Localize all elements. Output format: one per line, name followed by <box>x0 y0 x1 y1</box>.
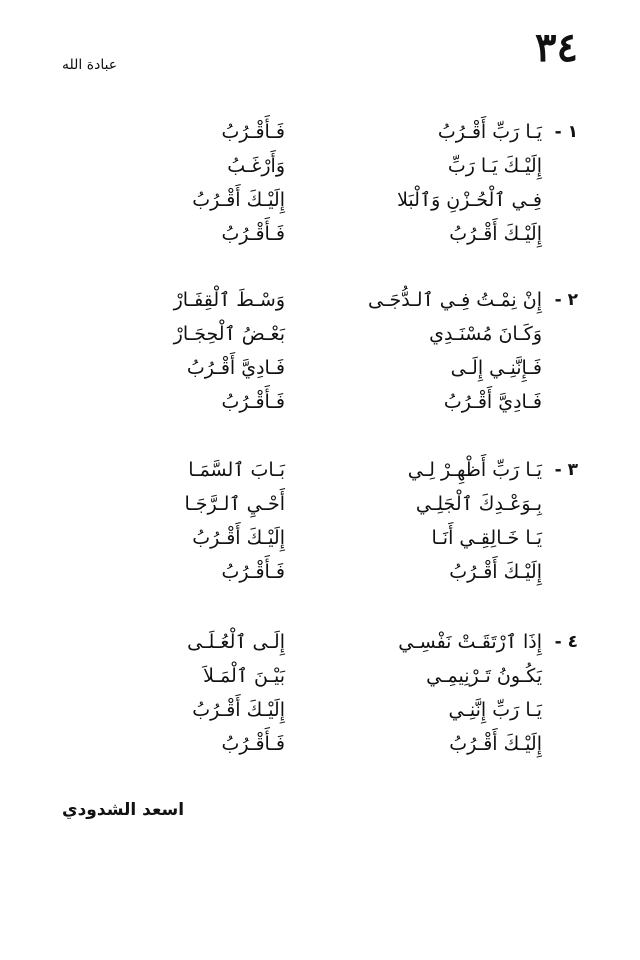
stanza-1 <box>0 116 640 246</box>
verse-line-right: إِلَيْـكَ يَـا رَبِّ <box>447 155 542 177</box>
verse-line-left: فَـأَقْـرُبُ <box>221 561 285 583</box>
verse-line-left: فَـأَقْـرُبُ <box>221 223 285 245</box>
verse-line-right: يَـا خَـالِقِـي أَنَـا <box>431 527 542 549</box>
verse-line-right: إِلَيْـكَ أَقْـرُبُ <box>449 223 542 245</box>
verse-line-right: يَـا رَبِّ أَقْـرُبُ <box>437 121 542 143</box>
verse-line-right: وَكَـانَ مُسْنَـدِي <box>429 323 542 345</box>
verse-line-left: وَسْـطَ ٱلْقِفَـارْ <box>173 289 285 311</box>
stanza-number: ٣ - <box>554 460 578 480</box>
verse-line-left: فَـأَقْـرُبُ <box>221 391 285 413</box>
verse-line-right: إِلَيْـكَ أَقْـرُبُ <box>449 733 542 755</box>
stanza-number: ٢ - <box>554 290 578 310</box>
verse-line-left: بَـابَ ٱلسَّمَـا <box>188 459 285 481</box>
verse-line-left: إِلَـى ٱلْعُـلَـى <box>187 631 285 653</box>
verse-line-left: فَـأَقْـرُبُ <box>221 121 285 143</box>
verse-line-right: فِـي ٱلْحُـزْنِ وَٱلْبَلا <box>397 189 542 211</box>
verse-line-left: أَحْـيِ ٱلـرَّجَـا <box>184 493 285 515</box>
verse-line-left: فَـأَقْـرُبُ <box>221 733 285 755</box>
verse-line-right: فَـإِنَّنِـي إِلَـى <box>450 357 542 379</box>
verse-line-right: يَـا رَبِّ أَظْهِـرْ لِـي <box>407 459 542 481</box>
page-number: ٣٤ <box>535 24 578 71</box>
verse-line-left: بَعْـضُ ٱلْحِجَـارْ <box>173 323 285 345</box>
verse-line-right: إِلَيْـكَ أَقْـرُبُ <box>449 561 542 583</box>
stanza-2 <box>0 284 640 414</box>
verse-line-right: إِنْ نِمْـتُ فِـي ٱلـدُّجَـى <box>368 289 542 311</box>
verse-line-left: إِلَيْـكَ أَقْـرُبُ <box>192 527 285 549</box>
verse-line-right: يَكُـونُ تَـرْنِيمِـي <box>426 665 542 687</box>
verse-line-left: فَـادِيَّ أَقْـرُبُ <box>186 357 285 379</box>
stanza-3 <box>0 454 640 584</box>
stanza-number: ١ - <box>554 122 578 142</box>
verse-line-right: بِـوَعْـدِكَ ٱلْجَلِـي <box>415 493 542 515</box>
verse-line-left: وَأَرْغَـبُ <box>227 155 285 177</box>
stanza-4 <box>0 626 640 756</box>
verse-line-left: إِلَيْـكَ أَقْـرُبُ <box>192 699 285 721</box>
author-name: اسعد الشدودي <box>62 800 185 820</box>
verse-line-left: إِلَيْـكَ أَقْـرُبُ <box>192 189 285 211</box>
running-header-title: عبادة الله <box>62 57 118 73</box>
verse-line-right: يَـا رَبِّ إِنَّنِـي <box>448 699 542 721</box>
verse-line-right: فَـادِيَّ أَقْـرُبُ <box>443 391 542 413</box>
verse-line-left: بَيْـنَ ٱلْمَـلاَ <box>203 665 285 687</box>
verse-line-right: إِذَا ٱرْتَقَـتْ نَفْسِـي <box>398 631 542 653</box>
stanza-number: ٤ - <box>554 632 578 652</box>
